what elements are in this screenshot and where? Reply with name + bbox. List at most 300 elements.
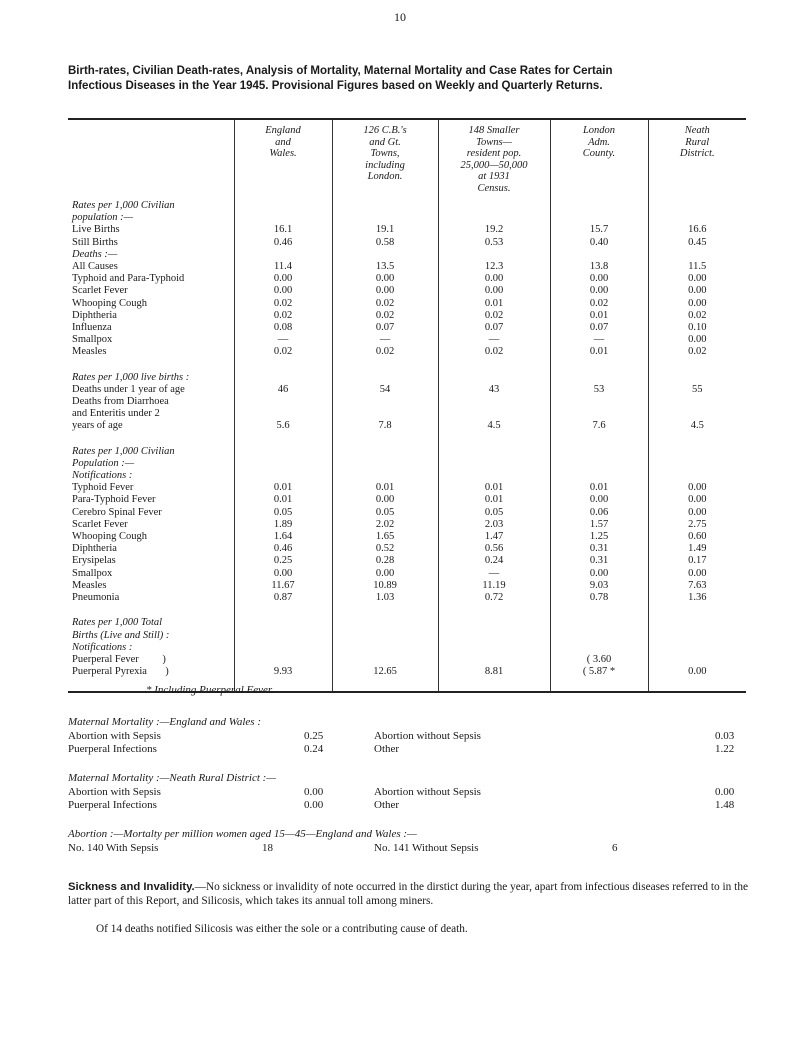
table-cell: 0.01 — [438, 494, 550, 506]
row-label: Measles — [72, 346, 107, 358]
table-cell — [332, 396, 438, 408]
item-value: 1.48 — [715, 799, 735, 811]
table-cell — [648, 433, 746, 458]
sickness-paragraph — [68, 880, 748, 908]
row-label: Still Births — [72, 236, 118, 248]
table-section-row — [68, 433, 746, 458]
table-cell: 0.05 — [438, 507, 550, 519]
item-label: No. 140 With Sepsis — [68, 841, 159, 854]
table-row — [68, 568, 746, 580]
table-cell: — — [332, 334, 438, 346]
table-row — [68, 494, 746, 506]
table-cell: 0.00 — [648, 285, 746, 297]
table-cell — [332, 678, 438, 691]
table-cell — [332, 194, 438, 212]
table-cell — [234, 470, 332, 482]
sickness-text: —No sickness or invalidity of note occurred in the dirstict during the year, apart from infectious diseases referred to in the latter part of this Report, and Silicosis, which takes its annual toll among miners. — [68, 881, 748, 907]
table-cell: 15.7 — [550, 224, 648, 236]
row-label: Influenza — [72, 322, 112, 334]
column-header-line: London. — [367, 171, 403, 182]
table-cell: 0.60 — [648, 531, 746, 543]
table-row — [68, 384, 746, 396]
table-cell: 0.05 — [332, 507, 438, 519]
table-cell: 1.36 — [648, 592, 746, 604]
row-label: Scarlet Fever — [72, 285, 128, 297]
section-label: Rates per 1,000 live births : — [72, 371, 190, 383]
table-cell: 0.02 — [648, 310, 746, 322]
column-header-line: 126 C.B.'s — [363, 125, 407, 136]
table-cell — [550, 359, 648, 384]
column-header-line: Neath — [684, 125, 710, 136]
table-cell: 0.56 — [438, 543, 550, 555]
table-cell — [648, 678, 746, 691]
row-label: and Enteritis under 2 — [72, 408, 160, 420]
row-label: Erysipelas — [72, 555, 116, 567]
column-header — [332, 120, 438, 194]
title-line-1: Birth-rates, Civilian Death-rates, Analysis of Mortality, Maternal Mortality and Case Rates for Certain — [68, 65, 613, 77]
table-row — [68, 482, 746, 494]
table-cell: 16.1 — [234, 224, 332, 236]
table-cell: 2.75 — [648, 519, 746, 531]
row-label: Diphtheria — [72, 309, 117, 321]
section-label: Rates per 1,000 Civilian — [72, 200, 175, 211]
table-cell: ( 3.60 — [550, 654, 648, 666]
table-section-row — [68, 470, 746, 482]
column-header — [234, 120, 332, 194]
table-cell: 55 — [648, 384, 746, 396]
table-cell: 7.63 — [648, 580, 746, 592]
table-row — [68, 666, 746, 678]
table-cell: 0.00 — [332, 273, 438, 285]
table-cell — [332, 433, 438, 458]
table-cell — [234, 194, 332, 212]
section-title: Maternal Mortality :—Neath Rural District :— — [68, 772, 277, 784]
row-label: Smallpox — [72, 334, 113, 346]
table-cell: 0.00 — [550, 494, 648, 506]
table-cell: 0.46 — [234, 237, 332, 249]
table-cell — [234, 604, 332, 629]
table-cell: 43 — [438, 384, 550, 396]
table-cell — [648, 604, 746, 629]
table-cell: 0.00 — [550, 285, 648, 297]
row-label: Diphtheria — [72, 543, 117, 555]
table-cell — [648, 249, 746, 261]
table-cell: 9.03 — [550, 580, 648, 592]
table-cell — [648, 212, 746, 224]
column-header-line: 148 Smaller — [468, 125, 520, 136]
table-cell: 0.10 — [648, 322, 746, 334]
column-header-line: District. — [679, 148, 715, 159]
table-cell: 54 — [332, 384, 438, 396]
table-row — [68, 408, 746, 420]
item-value: 0.00 — [715, 785, 735, 798]
row-label: years of age — [72, 420, 123, 432]
column-header-line: Adm. — [588, 136, 610, 148]
table-cell: 0.00 — [332, 568, 438, 580]
table-section-row — [68, 604, 746, 629]
table-row — [68, 543, 746, 555]
table-cell: 1.65 — [332, 531, 438, 543]
document-title — [68, 64, 748, 94]
section-label: Notifications : — [72, 641, 133, 653]
table-cell — [234, 642, 332, 654]
row-label: Whooping Cough — [72, 297, 147, 309]
section-title: Abortion :—Mortalty per million women aged 15—45—England and Wales :— — [68, 828, 417, 840]
table-cell — [234, 433, 332, 458]
table-cell: 7.8 — [332, 420, 438, 432]
table-cell — [648, 396, 746, 408]
table-cell — [438, 249, 550, 261]
table-cell — [550, 678, 648, 691]
table-cell — [332, 458, 438, 470]
table-cell: 0.00 — [550, 568, 648, 580]
table-cell — [438, 604, 550, 629]
table-cell: 0.17 — [648, 555, 746, 567]
table-cell: 0.00 — [648, 334, 746, 346]
table-cell — [550, 408, 648, 420]
table-cell — [648, 458, 746, 470]
table-cell — [332, 359, 438, 384]
table-cell: 0.00 — [234, 568, 332, 580]
table-row — [68, 654, 746, 666]
table-cell: 0.00 — [332, 285, 438, 297]
table-cell — [234, 212, 332, 224]
column-header-line: 25,000—50,000 — [460, 159, 528, 171]
table-cell: 0.00 — [550, 273, 648, 285]
table-cell: 10.89 — [332, 580, 438, 592]
item-value: 0.03 — [715, 729, 735, 742]
table-cell: 12.65 — [332, 666, 438, 678]
table-cell: 13.5 — [332, 261, 438, 273]
column-header-line: County. — [582, 148, 616, 159]
table-cell — [332, 212, 438, 224]
table-cell: 0.01 — [438, 482, 550, 494]
table-cell: 0.00 — [648, 507, 746, 519]
table-cell — [438, 194, 550, 212]
table-cell — [332, 604, 438, 629]
table-cell: 4.5 — [648, 420, 746, 432]
section-label: Notifications : — [72, 470, 133, 482]
table-cell: 0.00 — [234, 273, 332, 285]
row-label: Whooping Cough — [72, 531, 147, 543]
item-label: Puerperal Infections — [68, 743, 157, 755]
table-cell: 1.25 — [550, 531, 648, 543]
table-cell — [234, 458, 332, 470]
table-section-row — [68, 458, 746, 470]
table-cell: 0.02 — [438, 310, 550, 322]
column-header-line: and — [275, 136, 291, 148]
section-label: population :— — [72, 212, 133, 224]
item-label: Abortion without Sepsis — [374, 729, 481, 742]
column-header-line: Rural — [685, 136, 710, 148]
table-cell: 0.01 — [550, 346, 648, 358]
table-cell — [648, 470, 746, 482]
table-cell — [550, 630, 648, 642]
column-header — [550, 120, 648, 194]
item-value: 0.00 — [304, 785, 324, 798]
table-cell — [438, 678, 550, 691]
table-cell: 5.6 — [234, 420, 332, 432]
table-cell: 0.01 — [550, 310, 648, 322]
table-cell: 0.87 — [234, 592, 332, 604]
table-row — [68, 555, 746, 567]
table-cell — [332, 630, 438, 642]
table-cell: 0.02 — [332, 346, 438, 358]
table-cell — [234, 249, 332, 261]
table-cell — [648, 654, 746, 666]
table-cell: 0.02 — [234, 298, 332, 310]
table-row — [68, 420, 746, 432]
table-cell — [550, 194, 648, 212]
table-cell — [550, 470, 648, 482]
column-header-line: Census. — [477, 182, 511, 194]
table-section-row — [68, 630, 746, 642]
row-label: Live Births — [72, 224, 120, 236]
row-label: Deaths under 1 year of age — [72, 383, 185, 395]
table-cell: 8.81 — [438, 666, 550, 678]
table-row — [68, 592, 746, 604]
table-cell: 46 — [234, 384, 332, 396]
column-header-line: London — [582, 125, 616, 136]
item-value: 1.22 — [715, 743, 735, 755]
table-cell — [438, 630, 550, 642]
table-cell: 16.6 — [648, 224, 746, 236]
column-header-line: and Gt. — [369, 136, 401, 148]
column-header-line: Towns— — [476, 136, 512, 148]
table-cell: 0.00 — [648, 482, 746, 494]
row-label: Puerperal Fever ) — [72, 653, 166, 665]
table-row — [68, 334, 746, 346]
table-cell — [332, 470, 438, 482]
page-number: 10 — [394, 10, 406, 24]
table-cell — [332, 408, 438, 420]
table-cell: 0.58 — [332, 237, 438, 249]
item-value: 18 — [262, 841, 273, 854]
item-label: Other — [374, 743, 400, 755]
table-cell: 0.02 — [438, 346, 550, 358]
table-row — [68, 310, 746, 322]
table-cell: — — [550, 334, 648, 346]
silicosis-paragraph: Of 14 deaths notified Silicosis was either the sole or a contributing cause of death. — [96, 923, 468, 935]
table-cell: 0.02 — [332, 310, 438, 322]
item-value: 6 — [612, 841, 618, 854]
item-label: Abortion with Sepsis — [68, 729, 161, 742]
column-header — [648, 120, 746, 194]
table-cell — [234, 359, 332, 384]
table-cell: 11.4 — [234, 261, 332, 273]
title-line-2: Infectious Diseases in the Year 1945. Provisional Figures based on Weekly and Quarterly Returns. — [68, 80, 603, 92]
table-cell: 0.06 — [550, 507, 648, 519]
row-label: Puerperal Pyrexia ) — [72, 666, 169, 678]
row-label: Para-Typhoid Fever — [72, 494, 156, 506]
table-cell — [550, 249, 648, 261]
column-header-line: Wales. — [269, 148, 297, 159]
table-cell: 0.02 — [234, 310, 332, 322]
table-cell — [550, 433, 648, 458]
table-cell — [438, 470, 550, 482]
table-cell — [648, 408, 746, 420]
table-cell: 0.40 — [550, 237, 648, 249]
item-label: Abortion with Sepsis — [68, 785, 161, 798]
table-cell: 0.00 — [648, 568, 746, 580]
table-cell: 13.8 — [550, 261, 648, 273]
item-label: Other — [374, 799, 400, 811]
table-cell: 0.00 — [332, 494, 438, 506]
table-cell — [332, 642, 438, 654]
maternal-mortality-neath — [68, 772, 748, 813]
table-cell — [550, 396, 648, 408]
table-cell: 11.19 — [438, 580, 550, 592]
row-label: Typhoid Fever — [72, 482, 134, 494]
maternal-mortality-england-wales — [68, 716, 748, 757]
table-cell: 2.03 — [438, 519, 550, 531]
table-cell — [438, 654, 550, 666]
table-row — [68, 322, 746, 334]
table-cell: 0.02 — [648, 346, 746, 358]
table-cell — [438, 212, 550, 224]
section-label: Births (Live and Still) : — [72, 629, 170, 641]
table-cell: — — [234, 334, 332, 346]
table-cell: 53 — [550, 384, 648, 396]
table-cell — [438, 396, 550, 408]
table-cell: 0.01 — [332, 482, 438, 494]
table-cell — [438, 458, 550, 470]
row-label: Cerebro Spinal Fever — [72, 506, 162, 518]
table-cell: 0.02 — [332, 298, 438, 310]
row-label: Typhoid and Para-Typhoid — [72, 273, 185, 285]
row-label: Smallpox — [72, 567, 113, 579]
table-section-row — [68, 212, 746, 224]
table-cell: 0.01 — [234, 482, 332, 494]
table-row — [68, 261, 746, 273]
row-label: Scarlet Fever — [72, 518, 128, 530]
table-cell: 0.31 — [550, 543, 648, 555]
section-label: Population :— — [72, 457, 135, 469]
table-cell: ( 5.87 * — [550, 666, 648, 678]
table-body — [68, 194, 746, 691]
table-cell: 0.78 — [550, 592, 648, 604]
table-cell — [234, 630, 332, 642]
table-cell: 0.45 — [648, 237, 746, 249]
row-label: Pneumonia — [72, 592, 120, 604]
table-header-row — [68, 120, 746, 194]
column-header-line: resident pop. — [466, 148, 522, 159]
item-label: Abortion without Sepsis — [374, 785, 481, 798]
table-cell: 0.00 — [648, 494, 746, 506]
table-cell: 0.07 — [332, 322, 438, 334]
table-cell: 11.5 — [648, 261, 746, 273]
table-row — [68, 298, 746, 310]
table-cell: 0.02 — [234, 346, 332, 358]
table-cell — [234, 654, 332, 666]
table-cell: 2.02 — [332, 519, 438, 531]
table-cell — [438, 359, 550, 384]
item-label: Puerperal Infections — [68, 799, 157, 811]
table-section-row — [68, 642, 746, 654]
table-cell — [332, 654, 438, 666]
table-cell: 1.03 — [332, 592, 438, 604]
table-row — [68, 531, 746, 543]
table-cell: 0.53 — [438, 237, 550, 249]
table-row — [68, 519, 746, 531]
table-cell: 0.01 — [234, 494, 332, 506]
table-cell: 0.46 — [234, 543, 332, 555]
table-row — [68, 273, 746, 285]
table-cell — [550, 642, 648, 654]
table-cell: 0.00 — [648, 298, 746, 310]
table-cell: 0.00 — [648, 273, 746, 285]
table-cell — [234, 408, 332, 420]
column-header-line: Towns, — [370, 148, 400, 159]
section-label: Rates per 1,000 Total — [72, 617, 163, 629]
table-cell: 0.05 — [234, 507, 332, 519]
row-label: Measles — [72, 579, 107, 591]
table-cell: 0.08 — [234, 322, 332, 334]
table-cell: 19.1 — [332, 224, 438, 236]
table-cell: 0.00 — [648, 666, 746, 678]
table-cell: 0.31 — [550, 555, 648, 567]
table-cell: 1.64 — [234, 531, 332, 543]
table-row — [68, 224, 746, 236]
table-cell: 1.89 — [234, 519, 332, 531]
table-cell — [332, 249, 438, 261]
row-label: Deaths from Diarrhoea — [72, 396, 169, 408]
column-header — [438, 120, 550, 194]
abortion-mortality — [68, 828, 748, 855]
table-cell: 4.5 — [438, 420, 550, 432]
section-label: Deaths :— — [72, 248, 118, 260]
table-cell: 0.00 — [438, 273, 550, 285]
table-section-row — [68, 249, 746, 261]
item-value: 0.00 — [304, 799, 324, 811]
table-cell: 1.49 — [648, 543, 746, 555]
table-cell — [550, 458, 648, 470]
statistics-table — [68, 118, 746, 693]
table-cell: 19.2 — [438, 224, 550, 236]
table-cell: — — [438, 568, 550, 580]
table-cell: 0.28 — [332, 555, 438, 567]
table-cell: 0.07 — [438, 322, 550, 334]
table-cell: 0.72 — [438, 592, 550, 604]
table-cell: 12.3 — [438, 261, 550, 273]
table-cell: — — [438, 334, 550, 346]
item-value: 0.24 — [304, 743, 324, 755]
label-column-header — [68, 120, 234, 194]
table-cell: 11.67 — [234, 580, 332, 592]
section-label: Rates per 1,000 Civilian — [72, 445, 175, 457]
table-cell: 7.6 — [550, 420, 648, 432]
table-section-row — [68, 194, 746, 212]
table-row — [68, 580, 746, 592]
table-row — [68, 507, 746, 519]
item-label: No. 141 Without Sepsis — [374, 841, 479, 854]
table-cell: 0.00 — [234, 285, 332, 297]
table-cell — [648, 642, 746, 654]
table-cell: 0.25 — [234, 555, 332, 567]
row-label: All Causes — [72, 261, 118, 273]
table-cell — [550, 604, 648, 629]
table-cell: 0.02 — [550, 298, 648, 310]
table-cell — [438, 642, 550, 654]
column-header-line: at 1931 — [478, 171, 510, 182]
table-cell — [438, 433, 550, 458]
item-value: 0.25 — [304, 729, 324, 742]
table-cell — [648, 359, 746, 384]
sickness-heading: Sickness and Invalidity. — [68, 881, 195, 893]
table-cell — [234, 396, 332, 408]
table-cell: 0.52 — [332, 543, 438, 555]
footnote: * Including Puerperal Fever. — [146, 684, 274, 696]
